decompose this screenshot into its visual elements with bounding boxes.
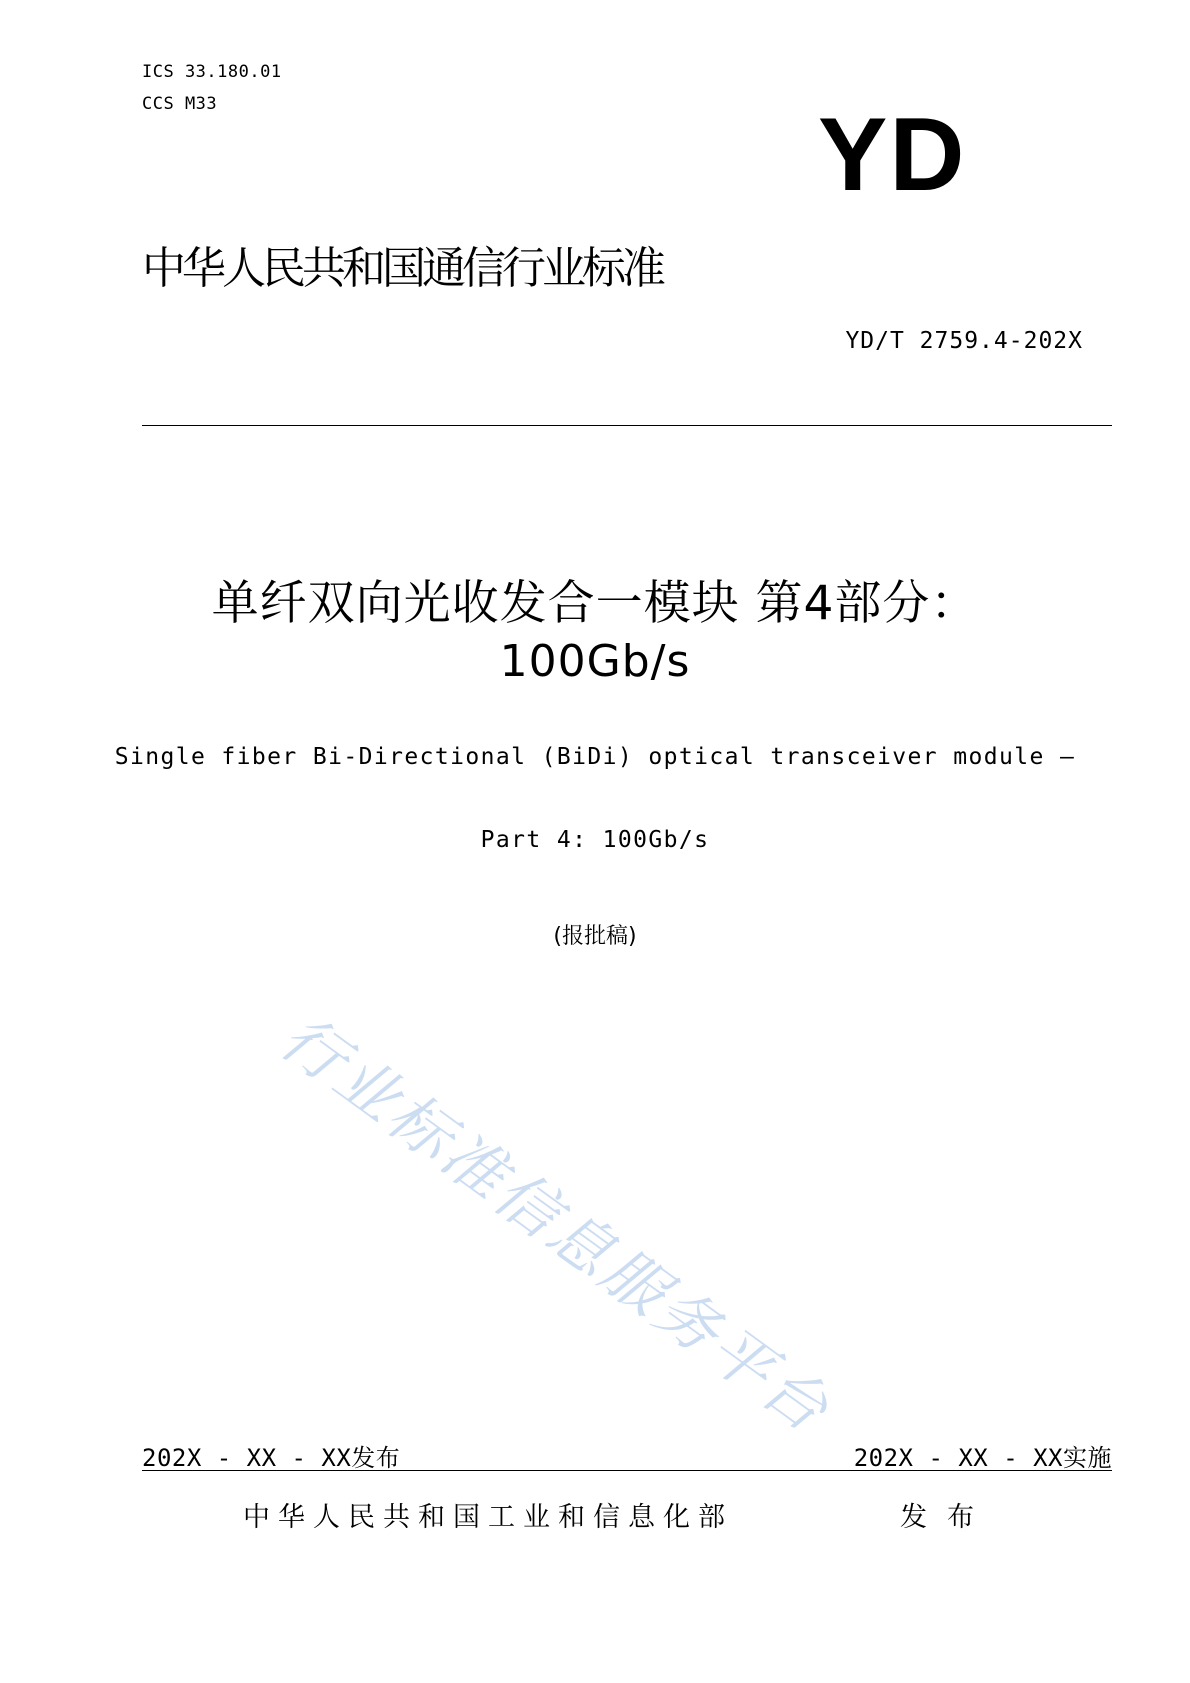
issuing-authority: 中华人民共和国工业和信息化部 — [243, 1502, 733, 1533]
standard-code: YD/T 2759.4-202X — [845, 328, 1083, 354]
implement-date: 202X - XX - XX实施 — [853, 1444, 1112, 1472]
watermark: 行业标准信息服务平台 — [267, 1000, 845, 1448]
publish-date: 202X - XX - XX发布 — [142, 1444, 401, 1472]
title-chinese-line1: 单纤双向光收发合一模块 第4部分： — [211, 576, 979, 631]
issue-label: 发布 — [900, 1502, 994, 1533]
standard-organization: 中华人民共和国通信行业标准 — [142, 243, 662, 294]
title-english-line2: Part 4: 100Gb/s — [480, 827, 710, 853]
draft-status: (报批稿) — [553, 924, 637, 949]
ics-code: ICS 33.180.01 — [142, 62, 282, 82]
top-divider — [142, 425, 1112, 426]
ccs-code: CCS M33 — [142, 94, 218, 114]
title-chinese-line2: 100Gb/s — [499, 636, 691, 687]
bottom-divider — [142, 1470, 1112, 1471]
title-english-line1: Single fiber Bi-Directional (BiDi) optical transceiver module – — [114, 744, 1076, 770]
yd-logo: YD — [818, 97, 967, 213]
